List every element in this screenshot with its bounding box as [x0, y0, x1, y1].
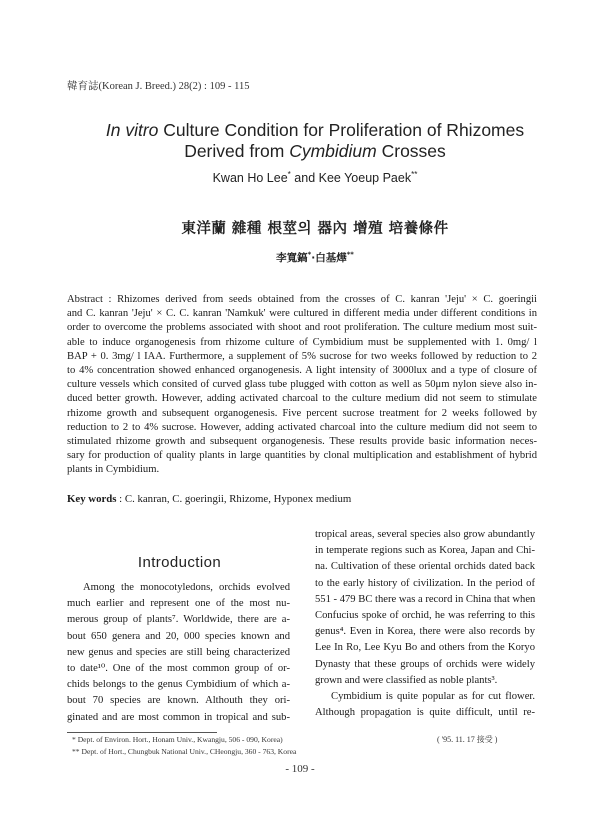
abstract-line: stimulated rhizome growth and subsequent organogenesis. These results provide basic information neces- [67, 436, 537, 448]
abstract-line: duced better growth. However, adding activated charcoal to the culture medium did not seem to stimulate [67, 393, 537, 405]
right-column-line: genus⁴. Even in Korea, there were also records by [315, 626, 535, 638]
keywords [67, 493, 351, 505]
abstract-line: culture vessels which consited of curved glass tube plugged with cotton as well as 50μm nylon sieve also in- [67, 379, 537, 391]
footnote-divider [67, 732, 217, 733]
title-line-2-pre: Derived from [184, 141, 290, 161]
abstract-line: reduction to 2 to 4% sucrose. However, adding activated charcoal into the culture medium did not seem to [67, 421, 537, 433]
korean-authors-separator: · [311, 252, 316, 264]
title-line-2-post: Crosses [376, 141, 446, 161]
left-column-line: bout 70 species are known. Althouth they ori- [67, 695, 290, 707]
abstract-line: able to induce organogenesis from rhizome culture of Cymbidium must be supplemented with 1. 0mg/ l [67, 336, 537, 348]
right-column [315, 527, 535, 721]
abstract [67, 293, 537, 478]
keywords-text: : C. kanran, C. goeringii, Rhizome, Hyponex medium [116, 493, 352, 505]
korean-title: 東洋蘭 雜種 根莖의 器內 增殖 培養條件 [181, 221, 449, 237]
right-column-line: 551 - 479 BC there was a record in China that when [315, 593, 536, 605]
right-column-line: na. Cultivation of these oriental orchids dated back [315, 561, 535, 573]
right-column-line: Lee In Ro, Lee Kyu Bo and others from the Koryo [315, 642, 535, 654]
author-2-mark: ** [411, 169, 418, 179]
abstract-line: BAP + 0. 3mg/ l IAA. Furthermore, a supplement of 5% sucrose for two weeks followed by reduction to 2 [67, 350, 537, 362]
journal-reference: 韓育誌(Korean J. Breed.) 28(2) : 109 - 115 [67, 81, 250, 92]
footnote-affiliation-2: ** Dept. of Hort., Chungbuk National Univ., CHeongju, 360 - 763, Korea [72, 747, 297, 756]
korean-author-2: 白基燁 [315, 252, 347, 264]
korean-author-1-mark: * [307, 250, 312, 259]
abstract-line: order to overcome the problems associated with shoot and root proliferation. The culture medium most suit- [67, 322, 537, 334]
korean-authors [60, 250, 570, 265]
korean-author-2-mark: ** [346, 250, 354, 259]
page-number: - 109 - [285, 763, 315, 775]
title-italic-cymbidium: Cymbidium [289, 141, 377, 161]
received-date: ( '95. 11. 17 接受 ) [437, 735, 498, 744]
abstract-line: plants in Cymbidium. [67, 464, 160, 476]
author-1: Kwan Ho Lee [212, 171, 288, 185]
left-column-line: to date¹⁰. One of the most common group of or- [67, 663, 290, 675]
abstract-line: Abstract : Rhizomes derived from seeds obtained from the crosses of C. kanran 'Jeju' × C. goeringii [67, 294, 537, 305]
footnote-affiliation-1: * Dept. of Environ. Hort., Honam Univ., Kwangju, 506 - 090, Korea) [72, 735, 283, 744]
paper-title [60, 120, 570, 162]
right-column-line: tropical areas, several species also grow abundantly [315, 529, 535, 540]
keywords-label: Key words [67, 493, 117, 505]
right-column-line: Although propagation is quite difficult, until re- [315, 707, 535, 719]
left-column [67, 580, 290, 726]
left-column-line: merous group of plants⁷. Worldwide, there are a- [67, 614, 290, 626]
abstract-line: to 4% concentration showed enhanced organogenesis. A light intensity of 3000lux and a type of closure of [67, 365, 537, 377]
left-column-line: bout 650 genera and 20, 000 species known and [67, 630, 290, 642]
authors-and: and [290, 171, 319, 185]
left-column-line: chids belongs to the genus Cymbidium of which a- [67, 679, 290, 691]
author-2: Kee Yoeup Paek [318, 171, 412, 185]
right-column-line: grown and were classified as noble plants³. [315, 674, 498, 686]
title-italic-in-vitro: In vitro [105, 120, 159, 140]
section-heading-introduction: Introduction [137, 554, 222, 571]
left-column-line: Among the monocotyledons, orchids evolved [83, 582, 290, 593]
right-column-line: to the early history of civilization. In the period of [315, 577, 535, 589]
authors [60, 171, 570, 185]
abstract-line: and C. kanran 'Jeju' × C. C. kanran 'Namkuk' were cultured in different media under different conditions in [67, 308, 537, 320]
right-column-line: Confucius spoke of orchid, he was referring to this [315, 610, 535, 622]
right-column-line: Dynasty that these groups of orchids were widely [315, 658, 535, 670]
title-line-1-text: Culture Condition for Proliferation of Rhizomes [158, 120, 525, 140]
abstract-line: rhizome growth and subsequent organogenesis. Five percent sucrose treatment for 2 weeks followed by [67, 407, 537, 419]
left-column-line: new genus and species are still being characterized [67, 646, 290, 658]
left-column-line: much earlier and represent one of the most nu- [67, 598, 290, 610]
korean-author-1: 李寬鎬 [276, 252, 308, 264]
right-column-line: Cymbidium is quite popular as for cut flower. [331, 691, 535, 703]
author-1-mark: * [287, 169, 291, 179]
left-column-line: ginated and are most common in tropical and sub- [67, 711, 290, 723]
right-column-line: in temperate regions such as Korea, Japan and Chi- [315, 545, 535, 557]
title-line-2 [60, 141, 570, 162]
title-line-1 [60, 120, 570, 141]
abstract-line: sary for production of quality plants in large quantities by clonal multiplication and establishment of hybrid [67, 450, 537, 462]
